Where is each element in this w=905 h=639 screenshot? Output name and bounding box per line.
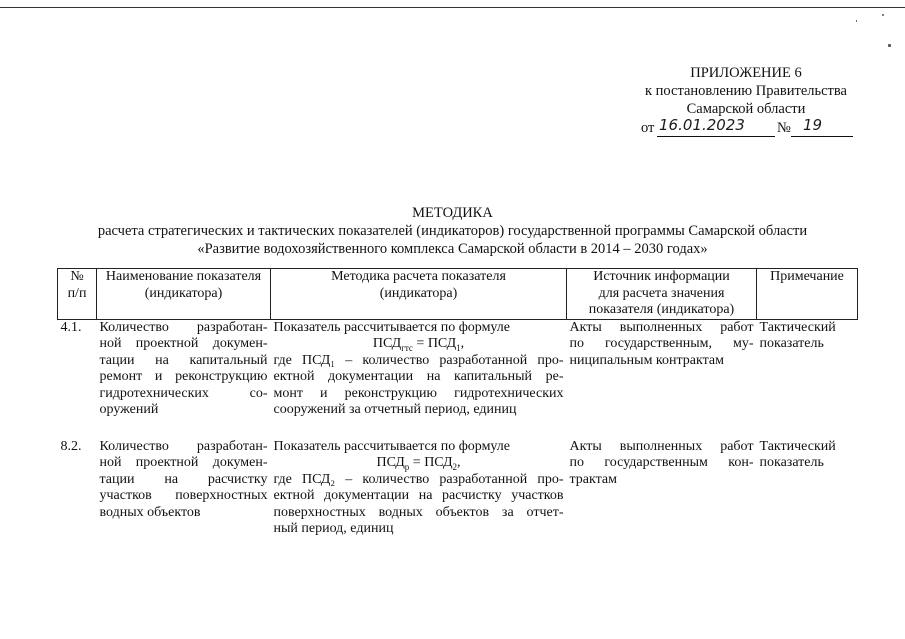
row-number: 8.2. bbox=[60, 438, 82, 454]
appendix-title: ПРИЛОЖЕНИЕ 6 bbox=[690, 65, 802, 81]
date-underline bbox=[657, 136, 775, 137]
top-border-line bbox=[0, 7, 905, 8]
scan-speck bbox=[856, 20, 857, 22]
information-source: Акты выполненных работ по государственным кон- трактам bbox=[569, 438, 754, 487]
information-source: Акты выполненных работ по государственным, му- ниципальным контрактам bbox=[569, 319, 754, 368]
table-header-row bbox=[58, 269, 858, 320]
scan-speck bbox=[882, 14, 884, 16]
table-row bbox=[58, 439, 858, 538]
header-num: № п/п bbox=[58, 269, 97, 320]
scan-speck bbox=[888, 44, 891, 47]
indicator-name: Количество разработан- ной проектной докумен- тации на расчистку участков поверхностных водных объектов bbox=[99, 438, 268, 520]
document-subtitle-2: «Развитие водохозяйственного комплекса Самарской области в 2014 – 2030 годах» bbox=[197, 241, 708, 257]
calculation-method: Показатель рассчитывается по формуле $ПСД_р = ПСД_2$, где ПСД₂ – количество разработанной про- ектной документации на расчистку участков поверхностных водных объектов за отчет- ный период, единиц bbox=[273, 438, 564, 536]
number-underline bbox=[791, 136, 853, 137]
date-prefix: от bbox=[641, 120, 655, 136]
handwritten-date: 16.01.2023 bbox=[659, 116, 745, 134]
methodology-table bbox=[57, 268, 858, 538]
header-note: Примечание bbox=[757, 269, 858, 320]
date-number-line bbox=[641, 118, 851, 138]
row-spacer bbox=[58, 419, 858, 439]
appendix-resolution: к постановлению Правительства bbox=[645, 83, 847, 99]
table-row bbox=[58, 319, 858, 419]
header-method: Методика расчета показателя (индикатора) bbox=[271, 269, 567, 320]
appendix-region: Самарской области bbox=[686, 101, 806, 117]
calculation-method: Показатель рассчитывается по формуле $ПСД_{гтс} = ПСД_1$, где ПСД₁ – количество разработанной про- ектной документации на капитальный ре- монт и реконструкцию гидротехнических сооружений за отчетный период, единиц bbox=[273, 319, 564, 417]
note: Тактический показатель bbox=[759, 438, 836, 470]
formula: $ПСД_{гтс} = ПСД_1$, bbox=[372, 336, 465, 353]
header-source: Источник информации для расчета значения показателя (индикатора) bbox=[567, 269, 757, 320]
appendix-block bbox=[641, 64, 851, 138]
document-subtitle-1: расчета стратегических и тактических показателей (индикаторов) государственной программы Самарской области bbox=[97, 223, 808, 239]
formula: $ПСД_р = ПСД_2$, bbox=[376, 455, 461, 472]
row-number: 4.1. bbox=[60, 319, 82, 335]
note: Тактический показатель bbox=[759, 319, 836, 351]
document-title: МЕТОДИКА bbox=[412, 205, 493, 221]
number-label: № bbox=[777, 120, 791, 136]
indicator-name: Количество разработан- ной проектной докумен- тации на капитальный ремонт и реконструкцию гидротехнических со- оружений bbox=[99, 319, 268, 417]
header-name: Наименование показателя (индикатора) bbox=[97, 269, 271, 320]
handwritten-number: 19 bbox=[803, 116, 823, 134]
